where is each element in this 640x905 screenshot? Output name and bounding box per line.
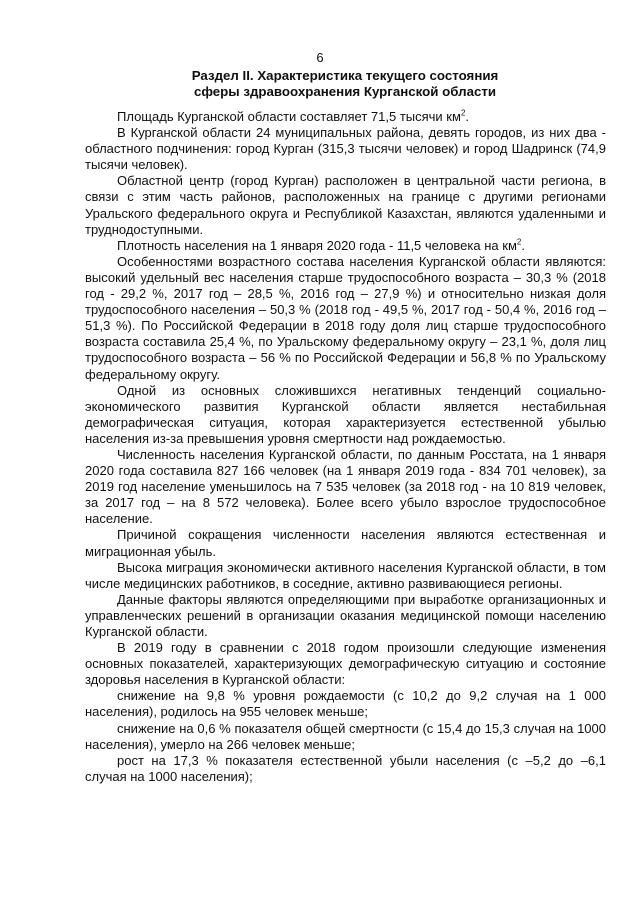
document-body <box>85 109 606 785</box>
paragraph-natural-decline: рост на 17,3 % показателя естественной убыли населения (с –5,2 до –6,1 случая на 1000 населения); <box>85 752 606 784</box>
density-text: Плотность населения на 1 января 2020 года - 11,5 человека на км <box>117 237 517 253</box>
paragraph-migration: Высока миграция экономически активного населения Курганской области, в том числе медицинских работников, в соседние, активно развивающиеся регионы. <box>85 559 606 591</box>
paragraph-population: Численность населения Курганской области, по данным Росстата, на 1 января 2020 года составила 827 166 человек (на 1 января 2019 года - 834 701 человек), за 2019 год население уменьшилось на 7 535 человек (за 2018 год - на 10 819 человек, за 2017 год – на 8 572 человека). Более всего убыло взрослое трудоспособное население. <box>85 446 606 527</box>
density-superscript: 2 <box>516 237 522 247</box>
paragraph-birth-decrease: снижение на 9,8 % уровня рождаемости (с 10,2 до 9,2 случая на 1 000 населения), родилось на 955 человек меньше; <box>85 688 606 720</box>
paragraph-reason: Причиной сокращения численности населения являются естественная и миграционная убыль. <box>85 527 606 559</box>
section-title <box>85 68 605 100</box>
paragraph-changes-intro: В 2019 году в сравнении с 2018 годом произошли следующие изменения основных показателей, характеризующих демографическую ситуацию и состояние здоровья населения в Курганской области: <box>85 640 606 688</box>
area-superscript: 2 <box>460 108 466 118</box>
section-title-line1: Раздел II. Характеристика текущего состояния <box>191 68 499 83</box>
section-title-line2: сферы здравоохранения Курганской области <box>193 84 497 99</box>
paragraph-age-features: Особенностями возрастного состава населения Курганской области являются: высокий удельный вес населения старше трудоспособного возраста – 30,3 % (2018 год - 29,2 %, 2017 год – 28,5 %, 2016 год – 27,9 %) и относительно низкая доля трудоспособного населения – 50,3 % (2018 год - 49,5 %, 2017 год - 50,4 %, 2016 год – 51,3 %). По Российской Федерации в 2018 году доля лиц старше трудоспособного возраста составила 25,4 %, по Уральскому федеральному округу – 23,1 %, доля лиц трудоспособного возраста – 56 % по Российской Федерации и 56,8 % по Уральскому федеральному округу. <box>85 253 606 382</box>
paragraph-area <box>85 109 606 125</box>
paragraph-negative-trends: Одной из основных сложившихся негативных тенденций социально-экономического развития Курганской области является нестабильная демографическая ситуация, которая характеризуется естественной убылью населения из-за превышения уровня смертности над рождаемостью. <box>85 382 606 446</box>
area-text: Площадь Курганской области составляет 71,5 тысячи км <box>117 109 461 124</box>
paragraph-factors: Данные факторы являются определяющими при выработке организационных и управленческих решений в организации оказания медицинской помощи населению Курганской области. <box>85 591 606 639</box>
paragraph-center: Областной центр (город Курган) расположен в центральной части региона, в связи с этим часть районов, расположенных на границе с другими регионами Уральского федерального округа и Республикой Казахстан, являются удаленными и труднодоступными. <box>85 173 606 237</box>
page-number: 6 <box>316 50 324 65</box>
paragraph-mortality-decrease: снижение на 0,6 % показателя общей смертности (с 15,4 до 15,3 случая на 1000 населения), умерло на 266 человек меньше; <box>85 720 606 752</box>
area-end: . <box>465 109 470 124</box>
paragraph-municipal: В Курганской области 24 муниципальных района, девять городов, из них два - областного подчинения: город Курган (315,3 тысячи человек) и город Шадринск (74,9 тысячи человек). <box>85 125 606 173</box>
paragraph-density <box>85 238 606 254</box>
density-end: . <box>521 237 525 253</box>
